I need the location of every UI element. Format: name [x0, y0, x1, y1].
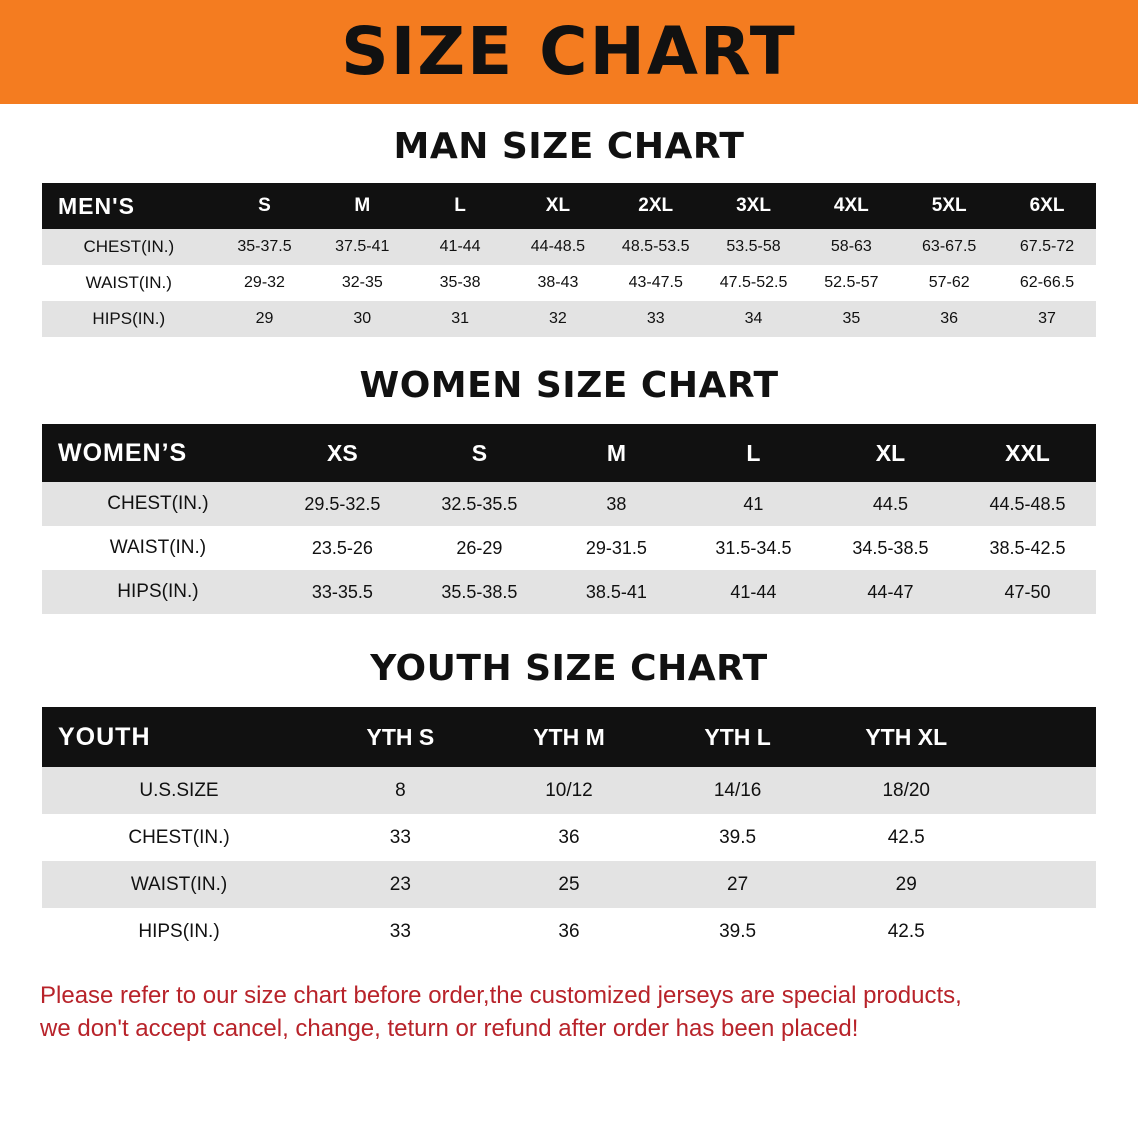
women-cell: 23.5-26 [311, 537, 373, 558]
man-table-header [42, 183, 1096, 229]
man-cell: 35 [842, 310, 861, 327]
women-cell: 38.5-42.5 [989, 537, 1066, 558]
youth-cell-spacer [991, 861, 1096, 908]
youth-cell-spacer [991, 908, 1096, 955]
youth-cell: 36 [558, 826, 580, 848]
youth-cell: 36 [558, 920, 580, 942]
women-cell: 35.5-38.5 [441, 581, 518, 602]
women-col-header: XS [327, 439, 358, 466]
youth-cell-spacer [991, 814, 1096, 861]
table-row [42, 265, 1096, 301]
youth-cell-spacer [991, 767, 1096, 814]
women-col-header: XL [875, 439, 906, 466]
page-title: SIZE CHART [341, 13, 797, 90]
women-cell: 26-29 [456, 537, 503, 558]
disclaimer-line-1: Please refer to our size chart before order,the customized jerseys are special products, [40, 982, 962, 1009]
man-cell: 63-67.5 [922, 238, 977, 255]
youth-cell: 18/20 [882, 779, 930, 801]
man-cell: 53.5-58 [726, 238, 781, 255]
man-col-header: L [454, 195, 466, 216]
women-cell: 33-35.5 [311, 581, 373, 602]
youth-cell: 27 [727, 873, 749, 895]
man-cell: 31 [451, 310, 469, 327]
man-cell: 37 [1038, 310, 1056, 327]
youth-row-label: U.S.SIZE [139, 779, 219, 801]
youth-cell: 14/16 [713, 779, 762, 801]
youth-cell: 42.5 [887, 826, 925, 848]
youth-cell: 8 [395, 779, 406, 801]
women-table-header [42, 424, 1096, 482]
table-row [42, 814, 1096, 861]
man-col-header: 3XL [736, 195, 771, 216]
youth-section-title: YOUTH SIZE CHART [370, 648, 768, 689]
man-col-header: 6XL [1029, 195, 1065, 216]
youth-cell: 10/12 [545, 779, 593, 801]
man-col-header: 5XL [931, 195, 967, 216]
women-cell: 32.5-35.5 [441, 493, 518, 514]
man-row-label: CHEST(IN.) [83, 237, 175, 256]
youth-col-header: YTH L [704, 723, 771, 750]
man-cell: 32 [549, 310, 567, 327]
table-row [42, 767, 1096, 814]
man-section-title: MAN SIZE CHART [393, 126, 745, 167]
man-cell: 36 [940, 310, 959, 327]
youth-cell: 25 [558, 873, 580, 895]
man-cell: 37.5-41 [335, 238, 390, 255]
women-section-title: WOMEN SIZE CHART [359, 365, 779, 406]
women-row-label: HIPS(IN.) [117, 581, 199, 602]
man-cell: 32-35 [341, 274, 383, 291]
women-row-label: WAIST(IN.) [109, 537, 207, 558]
youth-row-label: CHEST(IN.) [128, 826, 230, 848]
man-cell: 43-47.5 [628, 274, 683, 291]
women-cell: 38 [606, 493, 627, 514]
youth-col-header: YTH XL [865, 723, 948, 750]
man-cell: 38-43 [537, 274, 579, 291]
youth-col-header-spacer [991, 707, 1096, 767]
women-cell: 31.5-34.5 [715, 537, 792, 558]
women-cell: 47-50 [1004, 581, 1051, 602]
youth-table-wrap [42, 707, 1096, 955]
youth-table-header [42, 707, 1096, 767]
youth-cell: 39.5 [719, 826, 757, 848]
youth-col-header: YTH M [533, 723, 605, 750]
women-col-header: L [746, 439, 761, 466]
youth-col-header: YTH S [366, 723, 435, 750]
youth-cell: 39.5 [719, 920, 757, 942]
women-cell: 44.5 [872, 493, 908, 514]
disclaimer-note [40, 979, 1098, 1045]
table-row [42, 908, 1096, 955]
women-table-wrap [42, 424, 1096, 614]
man-cell: 48.5-53.5 [621, 238, 690, 255]
table-row [42, 301, 1096, 337]
man-cell: 33 [646, 310, 665, 327]
man-row-label: HIPS(IN.) [92, 309, 166, 328]
youth-cell: 33 [389, 920, 411, 942]
man-cell: 34 [744, 310, 763, 327]
man-row-label: WAIST(IN.) [85, 273, 172, 292]
man-cell: 35-38 [439, 274, 481, 291]
banner [0, 0, 1138, 104]
man-cell: 41-44 [439, 238, 481, 255]
women-cell: 38.5-41 [585, 581, 647, 602]
man-table-wrap [42, 183, 1096, 337]
women-row-label: CHEST(IN.) [107, 493, 209, 514]
man-col-header: XL [545, 195, 571, 216]
table-row [42, 526, 1096, 570]
man-cell: 30 [353, 310, 372, 327]
youth-cell: 29 [895, 873, 917, 895]
youth-corner-label: YOUTH [58, 722, 151, 751]
women-cell: 41 [743, 493, 764, 514]
women-cell: 29-31.5 [585, 537, 647, 558]
women-size-table [42, 424, 1096, 614]
table-row [42, 861, 1096, 908]
man-cell: 58-63 [830, 238, 872, 255]
women-col-header: S [471, 439, 488, 466]
youth-size-table [42, 707, 1096, 955]
youth-cell: 33 [389, 826, 411, 848]
women-col-header: XXL [1005, 439, 1050, 466]
table-row [42, 482, 1096, 526]
women-cell: 44-47 [867, 581, 914, 602]
man-cell: 57-62 [928, 274, 970, 291]
women-cell: 41-44 [730, 581, 777, 602]
man-cell: 44-48.5 [530, 238, 586, 255]
women-col-header: M [606, 439, 626, 466]
man-col-header: 4XL [833, 195, 869, 216]
man-cell: 67.5-72 [1019, 238, 1075, 255]
women-corner-label: WOMEN’S [58, 438, 188, 467]
man-col-header: 2XL [638, 195, 674, 216]
youth-cell: 42.5 [887, 920, 925, 942]
man-cell: 52.5-57 [824, 274, 879, 291]
man-size-table [42, 183, 1096, 337]
women-cell: 44.5-48.5 [989, 493, 1066, 514]
women-cell: 34.5-38.5 [852, 537, 929, 558]
youth-row-label: HIPS(IN.) [138, 920, 220, 942]
man-cell: 35-37.5 [237, 238, 292, 255]
table-row [42, 570, 1096, 614]
disclaimer-line-2: we don't accept cancel, change, teturn or refund after order has been placed! [40, 1015, 859, 1043]
youth-row-label: WAIST(IN.) [130, 873, 228, 895]
man-cell: 29 [255, 310, 274, 327]
man-cell: 47.5-52.5 [719, 274, 788, 291]
women-cell: 29.5-32.5 [304, 493, 381, 514]
table-row [42, 229, 1096, 265]
man-col-header: M [354, 195, 371, 216]
man-corner-label: MEN'S [58, 192, 135, 219]
man-cell: 62-66.5 [1019, 274, 1075, 291]
man-col-header: S [258, 195, 271, 216]
youth-cell: 23 [389, 873, 411, 895]
man-cell: 29-32 [244, 274, 285, 291]
